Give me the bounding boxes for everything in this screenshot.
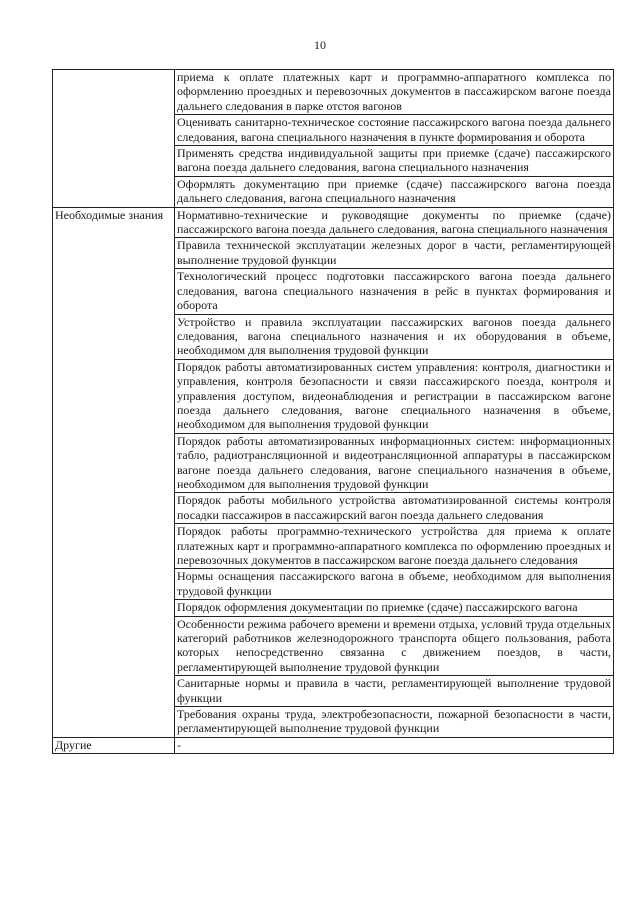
requirement-cell: Порядок работы программно-технического устройства для приема к оплате платежных карт и программно-аппаратного комплекса по оформлению проездных и перевозочных документов в пассажирском вагоне поезда дальнего следования [175, 524, 614, 569]
requirement-cell: Нормы оснащения пассажирского вагона в объеме, необходимом для выполнения трудовой функции [175, 569, 614, 600]
requirement-cell: Порядок работы автоматизированных систем управления: контроля, диагностики и управления, контроля безопасности и связи пассажирского поезда, контроля и управления доступом, видеонаблюдения и регистрации в пассажирском вагоне поезда дальнего следования, вагоне специального назначения в объеме, необходимом для выполнения трудовой функции [175, 359, 614, 433]
table-row [53, 70, 614, 115]
requirement-cell: Устройство и правила эксплуатации пассажирских вагонов поезда дальнего следования, вагона специального назначения и их оборудования в объеме, необходимом для выполнения трудовой функции [175, 314, 614, 359]
requirement-cell: Особенности режима рабочего времени и времени отдыха, условий труда отдельных категорий работников железнодорожного транспорта общего пользования, работа которых непосредственно связанна с движением поездов, в части, регламентирующей выполнение трудовой функции [175, 616, 614, 676]
table-row [53, 207, 614, 238]
table-row [53, 737, 614, 753]
requirement-cell: Технологический процесс подготовки пассажирского вагона поезда дальнего следования, вагона специального назначения в рейс в пунктах формирования и оборота [175, 269, 614, 314]
requirement-cell: Оформлять документацию при приемке (сдаче) пассажирского вагона поезда дальнего следования, вагона специального назначения [175, 176, 614, 207]
requirement-cell: - [175, 737, 614, 753]
requirement-cell: Применять средства индивидуальной защиты при приемке (сдаче) пассажирского вагона поезда дальнего следования, вагона специального назначения [175, 146, 614, 177]
requirement-cell: Порядок оформления документации по приемке (сдаче) пассажирского вагона [175, 600, 614, 616]
standard-table [52, 69, 614, 754]
requirement-cell: Санитарные нормы и правила в части, регламентирующей выполнение трудовой функции [175, 676, 614, 707]
requirement-cell: Порядок работы мобильного устройства автоматизированной системы контроля посадки пассажиров в пассажирский вагон поезда дальнего следования [175, 493, 614, 524]
requirement-cell: приема к оплате платежных карт и программно-аппаратного комплекса по оформлению проездных и перевозочных документов в пассажирском вагоне поезда дальнего следования в парке отстоя вагонов [175, 70, 614, 115]
requirement-cell: Требования охраны труда, электробезопасности, пожарной безопасности в части, регламентирующей выполнение трудовой функции [175, 707, 614, 738]
requirement-cell: Оценивать санитарно-техническое состояние пассажирского вагона поезда дальнего следования, вагона специального назначения в пункте формирования и оборота [175, 115, 614, 146]
requirement-cell: Порядок работы автоматизированных информационных систем: информационных табло, радиотрансляционной и видеотрансляционной аппаратуры в пассажирском вагоне поезда дальнего следования, вагоне специального назначения в объеме, необходимом для выполнения трудовой функции [175, 433, 614, 493]
group-cell-knowledge: Необходимые знания [53, 207, 175, 737]
group-cell-continued [53, 70, 175, 208]
requirement-cell: Нормативно-технические и руководящие документы по приемке (сдаче) пассажирского вагона поезда дальнего следования, вагона специального назначения [175, 207, 614, 238]
requirement-cell: Правила технической эксплуатации железных дорог в части, регламентирующей выполнение трудовой функции [175, 238, 614, 269]
page-number: 10 [314, 38, 326, 52]
group-cell-other: Другие [53, 737, 175, 753]
